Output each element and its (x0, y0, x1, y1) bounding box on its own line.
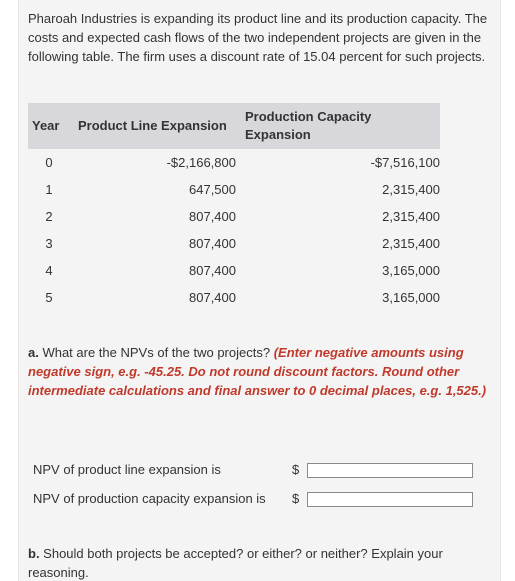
table-header-row (28, 103, 440, 149)
year-cell: 2 (45, 209, 53, 224)
header-year: Year (28, 103, 70, 149)
npv-product-line-label: NPV of product line expansion is (33, 462, 221, 477)
dollar-sign: $ (292, 462, 300, 477)
question-a-instruction: (Enter negative amounts using negative sign, e.g. -45.25. Do not round discount factors. Round other intermediate calculations and final answer to 0 decimal places, e.g. 1,525.) (28, 345, 487, 398)
question-b-prefix: b. (28, 546, 40, 561)
npv-product-line-input[interactable] (307, 463, 473, 478)
header-production-capacity-text: Production Capacity Expansion (245, 109, 372, 142)
product-line-cash-flow: 807,400 (189, 236, 236, 251)
production-capacity-cash-flow: 2,315,400 (382, 236, 440, 251)
product-line-cash-flow: 807,400 (189, 209, 236, 224)
cash-flow-table (28, 103, 440, 311)
npv-production-capacity-input[interactable] (307, 492, 473, 507)
production-capacity-cash-flow: 3,165,000 (382, 290, 440, 305)
question-a-text: What are the NPVs of the two projects? (38, 345, 274, 360)
product-line-cash-flow: 807,400 (189, 263, 236, 278)
table-row (28, 203, 440, 230)
header-production-capacity-expansion (236, 103, 440, 149)
npv-production-capacity-label: NPV of production capacity expansion is (33, 491, 266, 506)
header-product-line-expansion: Product Line Expansion (70, 103, 236, 149)
year-cell: 1 (45, 182, 53, 197)
year-cell: 3 (45, 236, 53, 251)
npv-product-line-row (33, 460, 473, 480)
intro-text: Pharoah Industries is expanding its product line and its production capacity. The costs and expected cash flows of the two independent projects are given in the following table. The firm uses a discount rate of 15.04 percent for such projects. (28, 11, 488, 64)
production-capacity-cash-flow: 3,165,000 (382, 263, 440, 278)
question-a (28, 343, 494, 400)
product-line-cash-flow: 647,500 (189, 182, 236, 197)
production-capacity-cash-flow: -$7,516,100 (370, 155, 440, 170)
year-cell: 4 (45, 263, 53, 278)
product-line-cash-flow: 807,400 (189, 290, 236, 305)
dollar-sign: $ (292, 491, 300, 506)
question-b-text: Should both projects be accepted? or either? or neither? Explain your reasoning. (28, 546, 443, 580)
production-capacity-cash-flow: 2,315,400 (382, 182, 440, 197)
production-capacity-cash-flow: 2,315,400 (382, 209, 440, 224)
year-cell: 5 (45, 290, 53, 305)
question-b (28, 544, 494, 581)
product-line-cash-flow: -$2,166,800 (166, 155, 236, 170)
npv-production-capacity-row (33, 489, 473, 509)
table-row (28, 284, 440, 311)
table-row (28, 257, 440, 284)
year-cell: 0 (45, 155, 53, 170)
question-a-prefix: a. (28, 345, 39, 360)
table-row (28, 230, 440, 257)
table-row (28, 149, 440, 176)
table-row (28, 176, 440, 203)
